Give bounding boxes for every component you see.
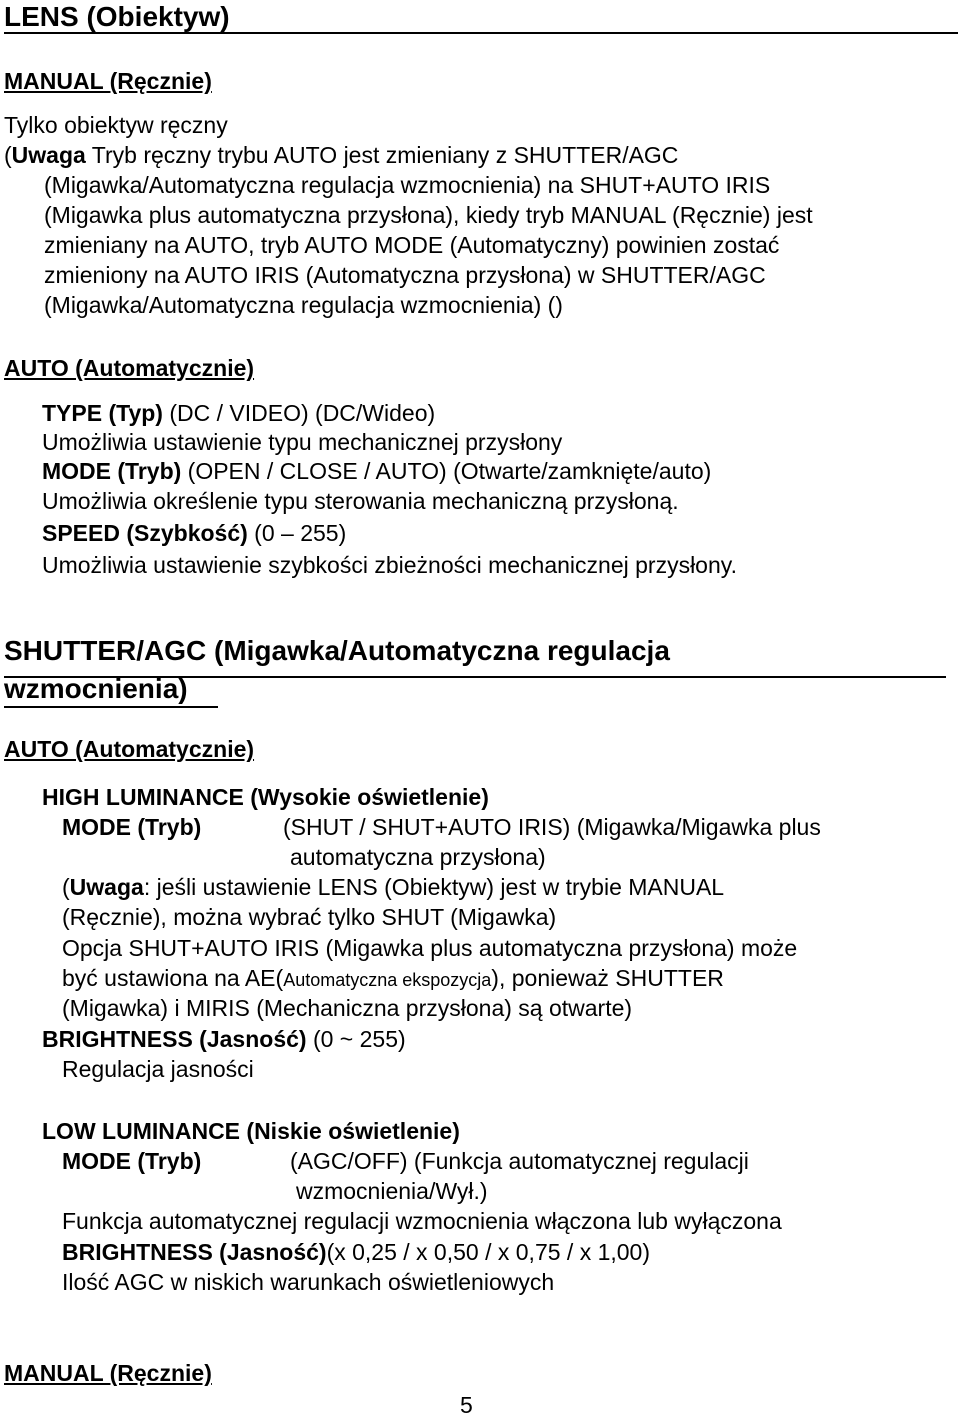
type-value: (DC / VIDEO) (DC/Wideo) — [162, 400, 436, 426]
high-mode-value-1: (SHUT / SHUT+AUTO IRIS) (Migawka/Migawka plus — [283, 814, 821, 840]
low-mode-value-2: wzmocnienia/Wył.) — [296, 1178, 488, 1204]
brightness-row — [42, 1024, 406, 1054]
brightness-label: BRIGHTNESS (Jasność) — [42, 1026, 307, 1052]
uwaga-line-2: (Ręcznie), można wybrać tylko SHUT (Migawka) — [62, 904, 557, 930]
type-row — [42, 398, 435, 428]
uwaga-open: ( — [62, 874, 70, 900]
high-mode-value-2: automatyczna przysłona) — [290, 844, 546, 870]
page-title: LENS (Obiektyw) — [4, 1, 230, 32]
manual-heading-2: MANUAL (Ręcznie) — [4, 1360, 212, 1386]
brightness-desc: Regulacja jasności — [62, 1056, 254, 1082]
opcja-line-2-b: ), ponieważ SHUTTER — [491, 965, 724, 991]
opcja-line-3: (Migawka) i MIRIS (Mechaniczna przysłona) są otwarte) — [62, 995, 633, 1021]
shutter-heading-2-rule — [4, 706, 218, 708]
uwaga-bold: Uwaga — [69, 874, 144, 900]
manual-line-4: (Migawka plus automatyczna przysłona), kiedy tryb MANUAL (Ręcznie) jest — [44, 202, 813, 228]
brightness-value: (0 ~ 255) — [306, 1026, 406, 1052]
speed-desc: Umożliwia ustawienie szybkości zbieżności mechanicznej przysłony. — [42, 552, 737, 578]
mode-desc: Umożliwia określenie typu sterowania mechaniczną przysłoną. — [42, 488, 679, 514]
manual-note-line — [4, 140, 678, 170]
speed-row — [42, 518, 346, 548]
low-brightness-value: (x 0,25 / x 0,50 / x 0,75 / x 1,00) — [326, 1239, 651, 1265]
high-luminance-heading: HIGH LUMINANCE (Wysokie oświetlenie) — [42, 784, 489, 810]
shutter-heading-1: SHUTTER/AGC (Migawka/Automatyczna regulacja — [4, 635, 670, 666]
opcja-line-2-a: być ustawiona na AE( — [62, 965, 284, 991]
low-desc: Funkcja automatycznej regulacji wzmocnienia włączona lub wyłączona — [62, 1208, 782, 1234]
manual-line-7: (Migawka/Automatyczna regulacja wzmocnienia) () — [44, 292, 563, 318]
uwaga-line-1 — [62, 872, 724, 902]
low-brightness-desc: Ilość AGC w niskich warunkach oświetleniowych — [62, 1269, 555, 1295]
mode-value: (OPEN / CLOSE / AUTO) (Otwarte/zamknięte/auto) — [181, 458, 712, 484]
mode-label: MODE (Tryb) — [42, 458, 182, 484]
auto-heading-2: AUTO (Automatycznie) — [4, 736, 255, 762]
manual-line-6: zmieniony na AUTO IRIS (Automatyczna przysłona) w SHUTTER/AGC — [44, 262, 766, 288]
type-label: TYPE (Typ) — [42, 400, 163, 426]
opcja-line-1: Opcja SHUT+AUTO IRIS (Migawka plus automatyczna przysłona) może — [62, 935, 798, 961]
note-bold: Uwaga — [11, 142, 86, 168]
auto-heading: AUTO (Automatycznie) — [4, 355, 255, 381]
note-rest: Tryb ręczny trybu AUTO jest zmieniany z SHUTTER/AGC — [85, 142, 679, 168]
speed-label: SPEED (Szybkość) — [42, 520, 248, 546]
title-rule — [4, 32, 958, 34]
low-luminance-heading: LOW LUMINANCE (Niskie oświetlenie) — [42, 1118, 460, 1144]
speed-value: (0 – 255) — [247, 520, 347, 546]
opcja-line-2 — [62, 963, 724, 995]
opcja-line-2-small: Automatyczna ekspozycja — [283, 970, 492, 990]
uwaga-rest: : jeśli ustawienie LENS (Obiektyw) jest w trybie MANUAL — [143, 874, 725, 900]
low-mode-label: MODE (Tryb) — [62, 1148, 202, 1174]
low-brightness-row — [62, 1237, 650, 1267]
low-mode-value-1: (AGC/OFF) (Funkcja automatycznej regulacji — [290, 1148, 749, 1174]
type-desc: Umożliwia ustawienie typu mechanicznej przysłony — [42, 429, 563, 455]
manual-line-5: zmieniany na AUTO, tryb AUTO MODE (Automatyczny) powinien zostać — [44, 232, 780, 258]
manual-line-3: (Migawka/Automatyczna regulacja wzmocnienia) na SHUT+AUTO IRIS — [44, 172, 771, 198]
note-open: ( — [4, 142, 12, 168]
page-number: 5 — [460, 1392, 473, 1418]
shutter-heading-2: wzmocnienia) — [4, 673, 188, 704]
high-mode-label: MODE (Tryb) — [62, 814, 202, 840]
mode-row — [42, 456, 711, 486]
low-brightness-label: BRIGHTNESS (Jasność) — [62, 1239, 327, 1265]
manual-heading: MANUAL (Ręcznie) — [4, 68, 212, 94]
manual-line-1: Tylko obiektyw ręczny — [4, 112, 228, 138]
